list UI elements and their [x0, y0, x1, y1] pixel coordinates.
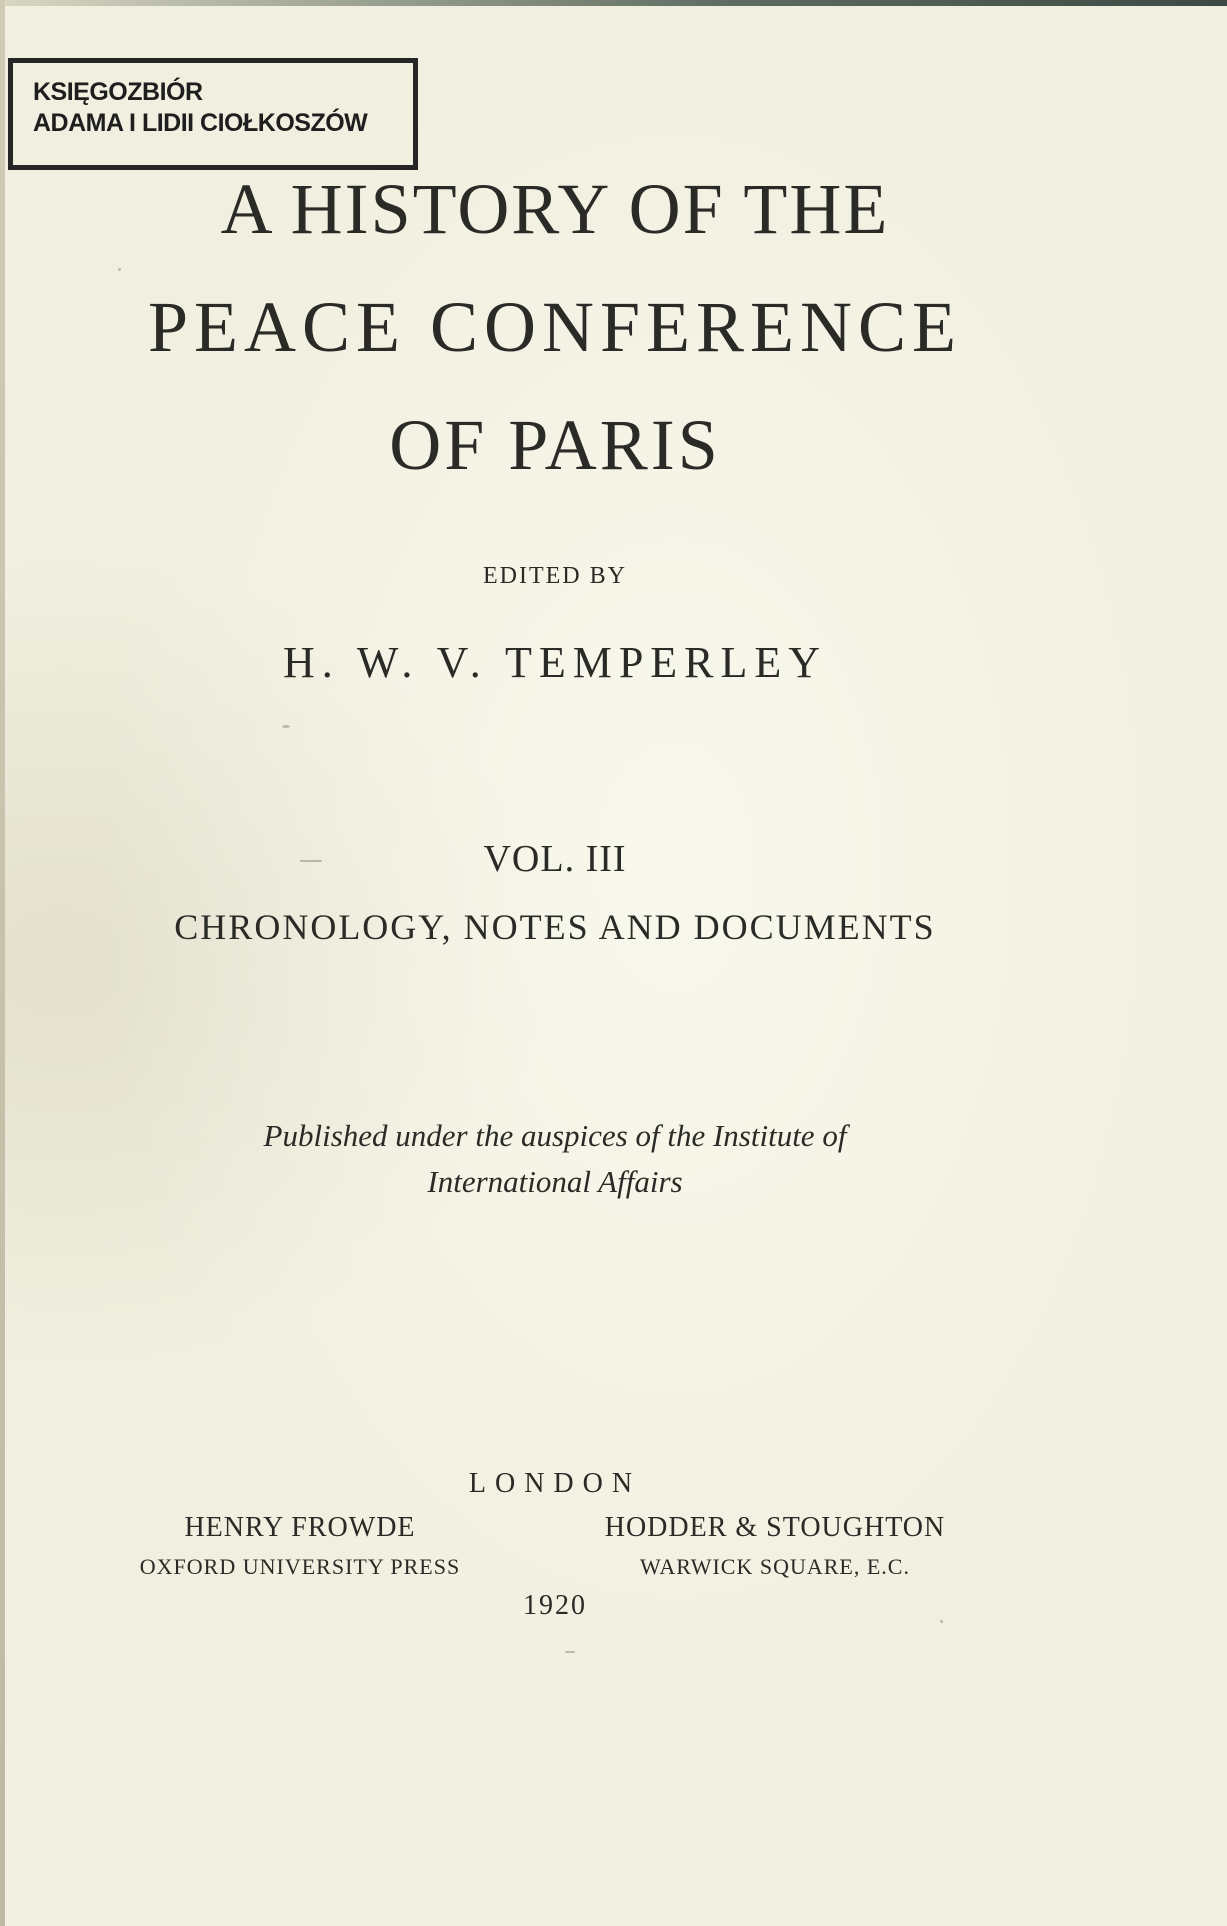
right-publisher-name: HODDER & STOUGHTON [604, 1512, 946, 1543]
paper-speck [565, 1651, 575, 1653]
editor-name: H. W. V. TEMPERLEY [282, 638, 828, 687]
volume-number: VOL. III [483, 838, 627, 880]
auspices-line-1: Published under the auspices of the Institute of [263, 1118, 847, 1153]
left-publisher-address: OXFORD UNIVERSITY PRESS [139, 1554, 461, 1579]
book-title-line-3: OF PARIS [389, 405, 721, 485]
book-title-line-1: A HISTORY OF THE [220, 169, 890, 249]
publication-year: 1920 [523, 1590, 587, 1621]
paper-speck [940, 1620, 943, 1623]
auspices-line-2: International Affairs [427, 1164, 683, 1199]
paper-speck [118, 268, 121, 271]
stamp-line-1: KSIĘGOZBIÓR [33, 78, 203, 106]
auspices-note [0, 1113, 1110, 1205]
volume-subtitle: CHRONOLOGY, NOTES AND DOCUMENTS [174, 907, 936, 947]
right-publisher-address: WARWICK SQUARE, E.C. [640, 1554, 910, 1579]
book-title-line-2: PEACE CONFERENCE [147, 287, 963, 367]
page-top-edge [0, 0, 1227, 6]
library-stamp [8, 58, 418, 170]
imprint-city: LONDON [468, 1468, 642, 1499]
stamp-line-2: ADAMA I LIDII CIOŁKOSZÓW [33, 109, 368, 137]
paper-speck [300, 860, 322, 862]
edited-by-label: EDITED BY [483, 563, 627, 589]
paper-speck [282, 725, 290, 728]
left-publisher-name: HENRY FROWDE [184, 1512, 416, 1543]
